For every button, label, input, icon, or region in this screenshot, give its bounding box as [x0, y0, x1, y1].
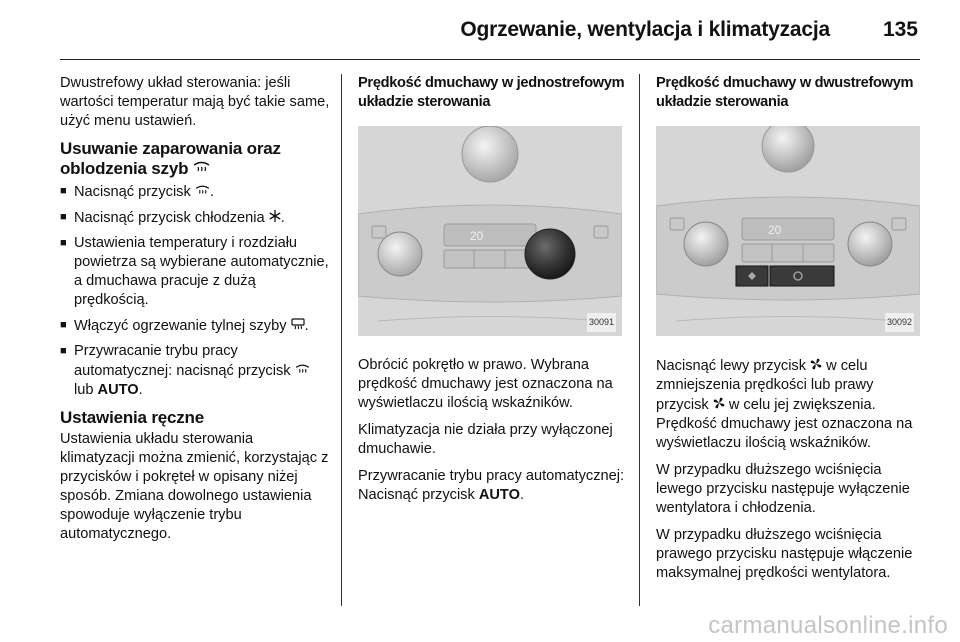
- fan-icon: [713, 395, 725, 414]
- photo-number: 30092: [885, 313, 914, 332]
- dual-zone-panel-photo: [656, 126, 920, 336]
- fan-icon: [810, 356, 822, 375]
- column-divider-2: [639, 74, 640, 606]
- manual-heading: Ustawienia ręczne: [60, 408, 204, 427]
- defrost-step-5: ■ Przywracanie trybu pracy automatycznej: nacisnąć przycisk lub AUTO.: [60, 342, 330, 400]
- defrost-step-3: ■ Ustawienia temperatury i rozdziału powietrza są wybierane automatycznie, a dmuchawa pracuje z dużą prędkością.: [60, 234, 330, 310]
- intro-paragraph: Dwustrefowy układ sterowania: jeśli wartości temperatur mają być takie same, użyć menu ustawień.: [60, 75, 330, 129]
- windscreen-defrost-icon: [195, 182, 210, 201]
- page-header-title: Ogrzewanie, wentylacja i klimatyzacja: [460, 18, 830, 41]
- page-number: 135: [882, 18, 918, 41]
- defrost-step-4: ■ Włączyć ogrzewanie tylnej szyby .: [60, 316, 330, 336]
- column-divider-1: [341, 74, 342, 606]
- defrost-step-1: ■ Nacisnąć przycisk .: [60, 182, 330, 202]
- svg-text:20: 20: [768, 223, 782, 237]
- windscreen-defrost-icon: [193, 160, 210, 180]
- manual-paragraph: Ustawienia układu sterowania klimatyzacji można zmienić, korzystając z przycisków i pokręteł w opisany niżej sposób. Zmiana dowolnego ustawienia spowoduje wyłączenie trybu automatycznego.: [60, 431, 329, 542]
- snowflake-icon: [269, 208, 281, 227]
- dual-zone-heading: Prędkość dmuchawy w dwustrefowym układzie sterowania: [656, 75, 914, 110]
- dual-zone-paragraph-3: W przypadku dłuższego wciśnięcia prawego przycisku następuje włączenie maksymalnej prędkości wentylatora.: [656, 527, 913, 581]
- single-zone-paragraph-2: Klimatyzacja nie działa przy wyłączonej dmuchawie.: [358, 422, 613, 457]
- single-zone-paragraph-1: Obrócić pokrętło w prawo. Wybrana prędkość dmuchawy jest oznaczona na wyświetlaczu ilością wskaźników.: [358, 357, 613, 411]
- header-rule: [60, 59, 920, 60]
- single-zone-heading: Prędkość dmuchawy w jednostrefowym układzie sterowania: [358, 75, 625, 110]
- dual-zone-paragraph-2: W przypadku dłuższego wciśnięcia lewego przycisku następuje wyłączenie wentylatora i chłodzenia.: [656, 462, 910, 516]
- auto-label: AUTO: [97, 382, 139, 398]
- photo-number: 30091: [587, 313, 616, 332]
- single-zone-panel-photo: [358, 126, 622, 336]
- column-1: [60, 74, 330, 552]
- dual-zone-paragraph-1: Nacisnąć lewy przycisk w celu zmniejszenia prędkości lub prawy przycisk w celu jej zwiększenia. Prędkość dmuchawy jest oznaczona na wyświetlaczu ilością wskaźników.: [656, 358, 913, 451]
- defrost-heading: Usuwanie zaparowania oraz oblodzenia szyb: [60, 139, 281, 178]
- defrost-steps: [60, 182, 330, 400]
- auto-label: AUTO: [478, 487, 520, 503]
- watermark: carmanualsonline.info: [708, 612, 948, 639]
- windscreen-defrost-icon: [295, 361, 310, 380]
- column-3: [656, 74, 924, 591]
- svg-text:20: 20: [470, 229, 484, 243]
- column-2: [358, 74, 626, 513]
- single-zone-paragraph-3: Przywracanie trybu pracy automatycznej: Nacisnąć przycisk AUTO.: [358, 468, 625, 503]
- rear-window-heating-icon: [291, 316, 305, 335]
- defrost-step-2: ■ Nacisnąć przycisk chłodzenia .: [60, 208, 330, 228]
